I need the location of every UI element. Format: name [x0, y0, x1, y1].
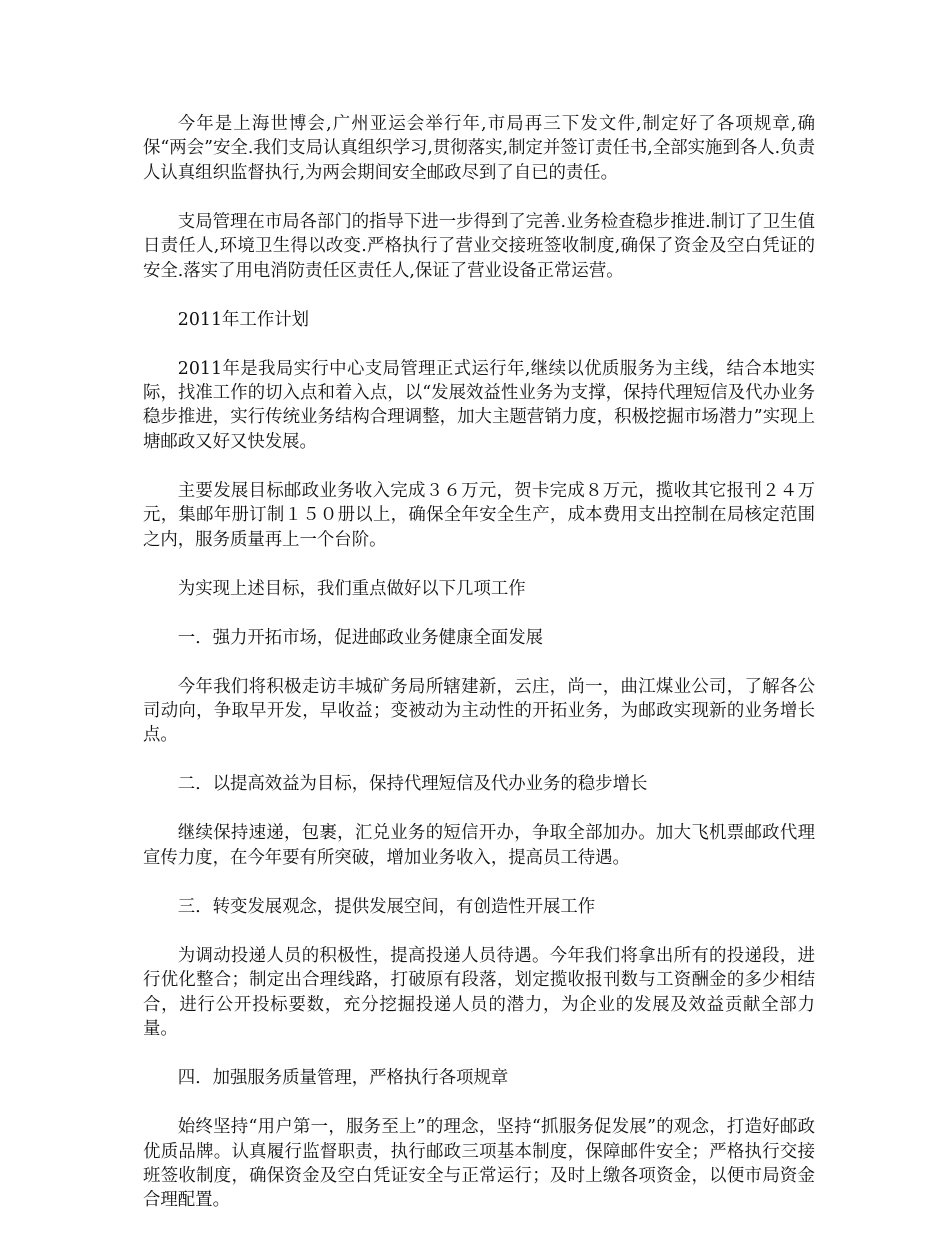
paragraph-expo-safety: 今年是上海世博会,广州亚运会举行年,市局再三下发文件,制定好了各项规章,确保“两会”安全.我们支局认真组织学习,贯彻落实,制定并签订责任书,全部实施到各人.负责人认真组织监督执行,为两会期间安全邮政尽到了自已的责任。 — [143, 114, 815, 183]
heading-task-1: 一．强力开拓市场，促进邮政业务健康全面发展 — [177, 627, 544, 648]
paragraph-task-2: 继续保持速递，包裹，汇兑业务的短信开办，争取全部加办。加大飞机票邮政代理宣传力度，在今年要有所突破，增加业务收入，提高员工待遇。 — [143, 823, 815, 868]
document-body — [143, 112, 815, 1237]
paragraph-main-targets: 主要发展目标邮政业务收入完成３６万元，贺卡完成８万元，揽收其它报刊２４万元，集邮年册订制１５０册以上，确保全年安全生产，成本费用支出控制在局核定范围之内，服务质量再上一个台阶。 — [143, 480, 815, 550]
paragraph-2011-overview: 2011年是我局实行中心支局管理正式运行年,继续以优质服务为主线，结合本地实际，找准工作的切入点和着入点，以“发展效益性业务为支撑，保持代理短信及代办业务稳步推进，实行传统业务结构合理调整，加大主题营销力度，积极挖掘市场潜力”实现上塘邮政又好又快发展。 — [143, 358, 815, 452]
paragraph-task-4: 始终坚持“用户第一，服务至上”的理念，坚持“抓服务促发展”的观念，打造好邮政优质品牌。认真履行监督职责，执行邮政三项基本制度，保障邮件安全；严格执行交接班签收制度，确保资金及空白凭证安全与正常运行；及时上缴各项资金，以便市局资金合理配置。 — [143, 1117, 815, 1211]
paragraph-task-3: 为调动投递人员的积极性，提高投递人员待遇。今年我们将拿出所有的投递段，进行优化整合；制定出合理线路，打破原有段落，划定揽收报刊数与工资酬金的多少相结合，进行公开投标要数，充分挖掘投递人员的潜力，为企业的发展及效益贡献全部力量。 — [143, 945, 815, 1040]
paragraph-branch-management: 支局管理在市局各部门的指导下进一步得到了完善.业务检查稳步推进.制订了卫生值日责任人,环境卫生得以改变.严格执行了营业交接班签收制度,确保了资金及空白凭证的安全.落实了用电消防责任区责任人,保证了营业设备正常运营。 — [143, 211, 815, 281]
section-heading-2011-plan: 2011年工作计划 — [177, 309, 310, 330]
paragraph-task-1: 今年我们将积极走访丰城矿务局所辖建新，云庄，尚一，曲江煤业公司，了解各公司动向，争取早开发，早收益；变被动为主动性的开拓业务，为邮政实现新的业务增长点。 — [143, 676, 815, 746]
paragraph-key-tasks-intro: 为实现上述目标，我们重点做好以下几项工作 — [177, 578, 526, 599]
heading-task-2: 二．以提高效益为目标，保持代理短信及代办业务的稳步增长 — [177, 774, 648, 795]
heading-task-3: 三．转变发展观念，提供发展空间，有创造性开展工作 — [177, 896, 596, 917]
heading-task-4: 四．加强服务质量管理，严格执行各项规章 — [177, 1068, 509, 1089]
